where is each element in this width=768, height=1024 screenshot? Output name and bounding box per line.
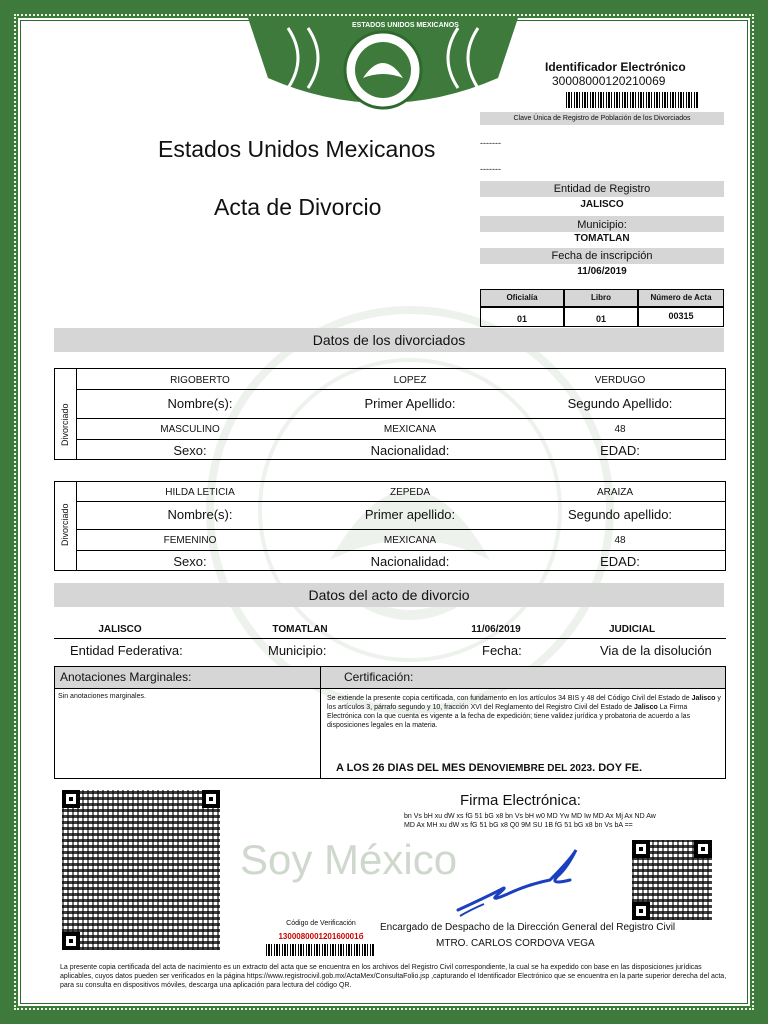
acto-fecha-label: Fecha: — [482, 643, 522, 658]
persona2-nombre: HILDA LETICIA — [165, 487, 235, 498]
acto-municipio: TOMATLAN — [272, 624, 328, 635]
firma-nombre: MTRO. CARLOS CORDOVA VEGA — [436, 938, 595, 949]
acta-header: Número de Acta — [638, 289, 724, 307]
persona2-row-line1 — [76, 501, 726, 502]
persona2-sexo-label: Sexo: — [173, 554, 207, 569]
id-barcode — [566, 92, 698, 108]
persona2-nacionalidad-label: Nacionalidad: — [370, 554, 450, 569]
entidad-registro-value: JALISCO — [580, 199, 624, 210]
persona2-row-line2 — [76, 529, 726, 530]
oficialia-header: Oficialía — [480, 289, 564, 307]
persona1-side-label: Divorciado — [60, 403, 70, 446]
persona2-apellido1-label: Primer apellido: — [364, 507, 456, 522]
persona1-sexo-label: Sexo: — [173, 443, 207, 458]
qr-corner-icon — [202, 790, 220, 808]
cert-date-prefix: A LOS 26 DIAS DEL MES DE — [336, 762, 484, 774]
oficialia-value: 01 — [480, 307, 564, 327]
anotaciones-text: Sin anotaciones marginales. — [58, 693, 146, 700]
cert-text3: La Firma Electrónica con la que cuenta es vigente a la fecha de expedición; tiene validez jurídica y probatoria de acuerdo a las disposiciones legales en la materia. — [327, 704, 691, 729]
persona1-nacionalidad: MEXICANA — [383, 424, 437, 435]
persona2-divider — [76, 481, 77, 571]
qr-corner-icon — [632, 902, 650, 920]
soy-mexico-watermark: Soy México — [240, 836, 458, 883]
cert-state2: Jalisco — [634, 704, 658, 711]
persona2-apellido2: ARAIZA — [596, 487, 634, 498]
entidad-registro-label: Entidad de Registro — [480, 181, 724, 197]
persona1-edad: 48 — [614, 424, 626, 435]
acto-line — [54, 638, 726, 639]
persona2-side-label: Divorciado — [60, 503, 70, 546]
cert-date-line — [336, 762, 642, 774]
acto-via-label: Via de la disolución — [600, 643, 712, 658]
cert-state1: Jalisco — [691, 695, 716, 702]
qr-corner-icon — [632, 840, 650, 858]
persona1-row-line2 — [76, 418, 726, 419]
firma-cargo: Encargado de Despacho de la Dirección General del Registro Civil — [380, 922, 676, 933]
persona1-row-line1 — [76, 389, 726, 390]
acto-municipio-label: Municipio: — [268, 643, 327, 658]
acta-value: 00315 — [638, 307, 724, 327]
libro-value: 01 — [564, 307, 638, 327]
cert-text1: Se extiende la presente copia certificada, con fundamento en los artículos 34 BIS y 48 del Código Civil del Estado de — [327, 695, 690, 702]
certificacion-body — [327, 694, 721, 730]
divorciados-section-title: Datos de los divorciados — [54, 328, 724, 352]
certificacion-label: Certificación: — [344, 670, 414, 684]
municipio-registro-label: Municipio: — [480, 216, 724, 232]
persona2-apellido1: ZEPEDA — [389, 487, 430, 498]
acto-section-title: Datos del acto de divorcio — [54, 583, 724, 607]
country-title: Estados Unidos Mexicanos — [158, 136, 436, 162]
qr-corner-icon — [694, 840, 712, 858]
persona1-nombre: RIGOBERTO — [170, 375, 230, 386]
acto-fecha: 11/06/2019 — [471, 624, 521, 635]
persona2-edad-label: EDAD: — [600, 554, 640, 569]
persona1-sexo: MASCULINO — [160, 424, 220, 435]
cert-date-month: NOVIEMBRE DEL 2023 — [483, 763, 593, 774]
cert-date-suffix: . DOY FE. — [592, 762, 643, 774]
persona1-nacionalidad-label: Nacionalidad: — [370, 443, 450, 458]
electronic-id-label: Identificador Electrónico — [545, 60, 686, 74]
municipio-registro-value: TOMATLAN — [574, 233, 630, 244]
fecha-inscripcion-value: 11/06/2019 — [577, 266, 627, 277]
footer-text: La presente copia certificada del acta de nacimiento es un extracto del acta que se encuentra en los archivos del Registro Civil correspondiente, la cual se ha expedido con base en las disposiciones jurídicas aplicables, cuyos datos pueden ser verificados en la página https://www.registrocivil.gob.mx/ActaMex/ConsultaFolio.jsp ,capturando el Identificador Electrónico que se encuentra en la parte superior derecha del acta, para su consulta en dispositivos móviles, descarga una aplicación para lectura del código QR. — [60, 964, 727, 989]
persona2-nacionalidad: MEXICANA — [383, 535, 437, 546]
curp-dashes-2: ------- — [480, 164, 501, 174]
firma-label: Firma Electrónica: — [460, 792, 581, 809]
persona1-nombre-label: Nombre(s): — [167, 396, 233, 411]
persona1-apellido1-label: Primer Apellido: — [364, 396, 456, 411]
fecha-inscripcion-label: Fecha de inscripción — [480, 248, 724, 264]
anotaciones-label: Anotaciones Marginales: — [60, 670, 192, 684]
acto-entidad: JALISCO — [98, 624, 142, 635]
acto-via: JUDICIAL — [608, 624, 656, 635]
persona1-row-line3 — [76, 439, 726, 440]
curp-dashes-1: ------- — [480, 138, 501, 148]
persona2-apellido2-label: Segundo apellido: — [567, 507, 673, 522]
persona1-apellido2: VERDUGO — [594, 375, 646, 386]
handwritten-signature-icon — [450, 840, 590, 920]
persona2-edad: 48 — [614, 535, 626, 546]
persona1-divider — [76, 368, 77, 460]
annot-vertical-line — [320, 666, 321, 779]
seal-text: ESTADOS UNIDOS MEXICANOS — [352, 22, 459, 29]
firma-hash: bn Vs bH xu dW xs fG 51 bG x8 bn Vs bH w0 MD Yw MD Iw MD Ax Mj Ax ND Aw MD Ax MH xu dW xs fG 51 bG x8 Q0 9M SU 1B fG 51 bG x8 bn Vs bA == — [404, 813, 656, 829]
verif-barcode — [266, 944, 374, 956]
qr-corner-icon — [62, 790, 80, 808]
persona1-edad-label: EDAD: — [600, 443, 640, 458]
persona2-row-line3 — [76, 550, 726, 551]
verif-code: 130008000120160001б — [278, 932, 364, 941]
document-title: Acta de Divorcio — [214, 194, 382, 220]
cert-text2: y los artículos 3, párrafo segundo y 10, fracción XVI del Reglamento del Registro Civil del Estado de — [327, 695, 721, 711]
persona1-apellido1: LOPEZ — [393, 375, 427, 386]
acto-entidad-label: Entidad Federativa: — [70, 643, 183, 658]
national-seal-icon — [248, 18, 518, 116]
annot-header-line — [54, 688, 726, 689]
verif-label: Código de Verificación — [286, 920, 356, 927]
large-qr-code — [62, 790, 220, 950]
curp-label: Clave Única de Registro de Población de los Divorciados — [480, 112, 724, 125]
persona2-sexo: FEMENINO — [163, 535, 217, 546]
libro-header: Libro — [564, 289, 638, 307]
persona1-apellido2-label: Segundo Apellido: — [567, 396, 673, 411]
small-qr-code — [632, 840, 712, 920]
qr-corner-icon — [62, 932, 80, 950]
persona2-nombre-label: Nombre(s): — [167, 507, 233, 522]
electronic-id-number: 30008000120210069 — [552, 74, 666, 88]
